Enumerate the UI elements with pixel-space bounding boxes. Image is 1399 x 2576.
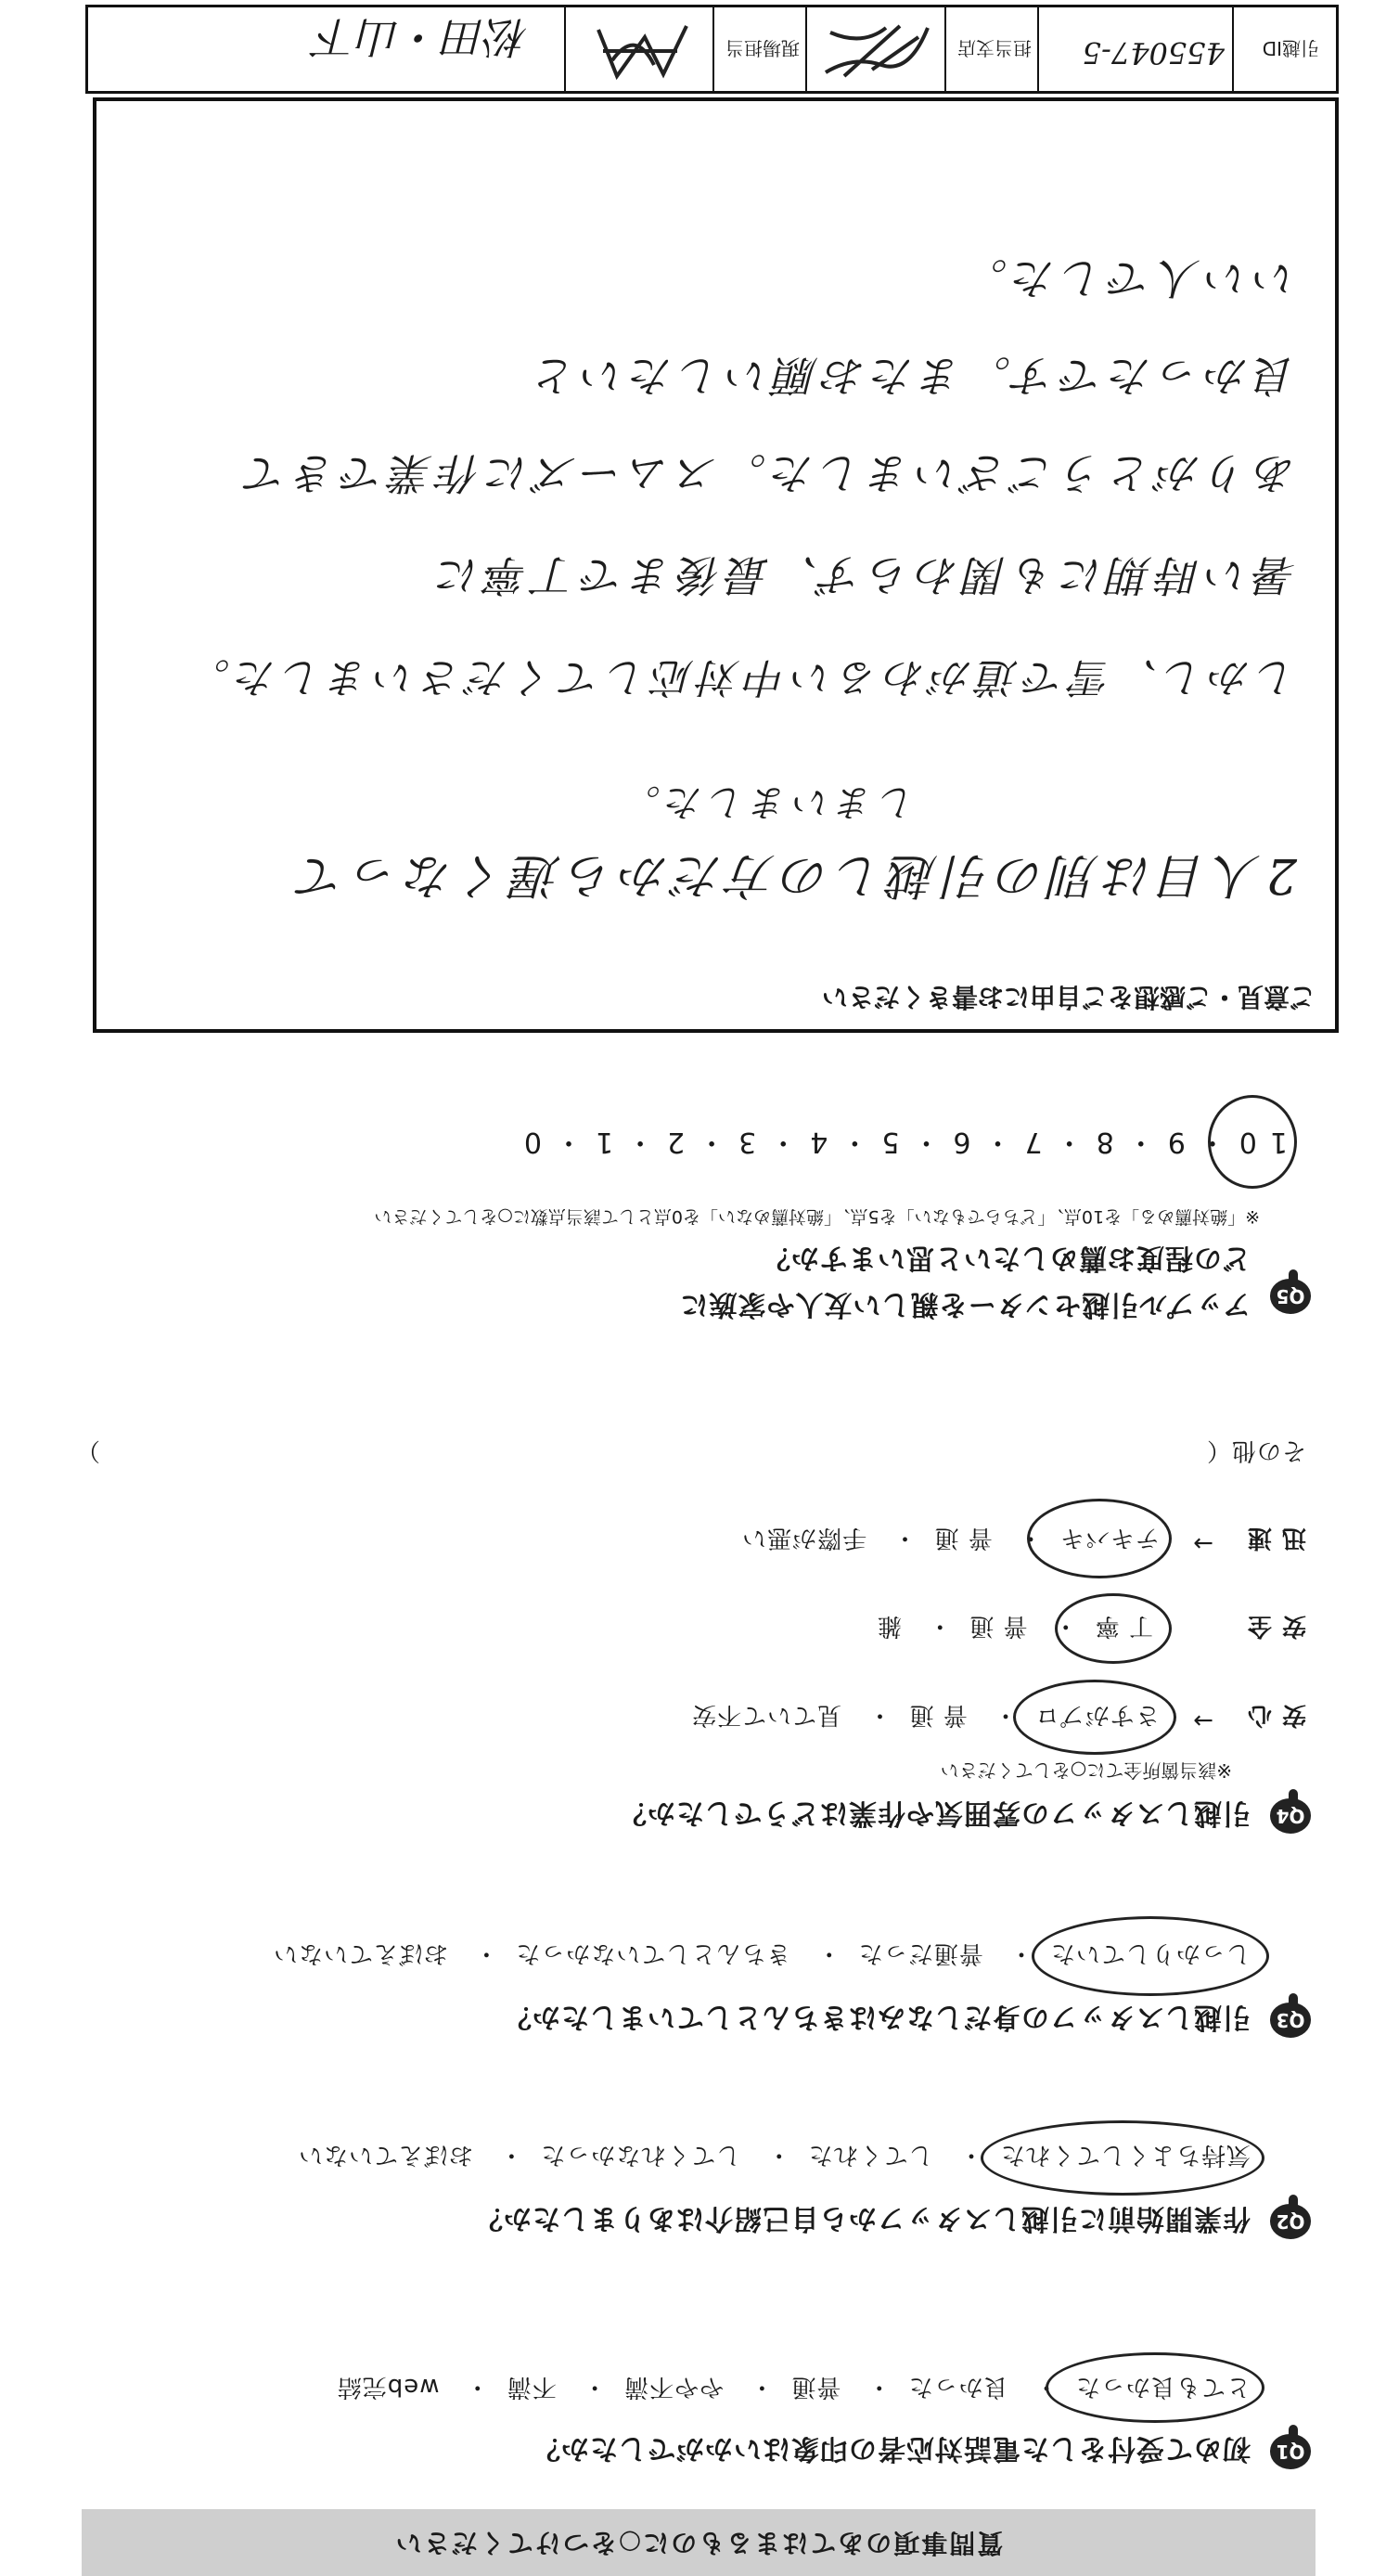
id-box	[85, 5, 1339, 94]
q4-anshin-selected-circle	[1013, 1680, 1176, 1755]
q4-option[interactable]: 普 通	[933, 1524, 993, 1552]
q4-option[interactable]: 手際が悪い	[741, 1524, 867, 1552]
q4-anzen-selected-circle	[1055, 1593, 1172, 1664]
q5-question-line1: アップル引越センターを親しい友人や家族に	[679, 1288, 1251, 1320]
handwritten-line: しまいました。	[618, 780, 917, 823]
q4-option[interactable]: テキパキ	[1059, 1524, 1160, 1552]
q1-question: 初めて受付をした電話対応者の印象はいかがでしたか？	[532, 2432, 1251, 2465]
branch-label: 担当支店	[957, 37, 1032, 59]
id-value-cell	[1037, 7, 1234, 91]
q4-option[interactable]: さすがプロ	[1033, 1701, 1160, 1729]
branch-stamp-cell	[805, 7, 946, 91]
q2-question: 作業開始前に引越しスタッフから自己紹介はありましたか？	[474, 2202, 1251, 2235]
q5-scale: 10・9・8・7・6・5・4・3・2・1・0	[510, 1126, 1288, 1158]
q4-jinsoku-selected-circle	[1027, 1499, 1172, 1578]
q5-score[interactable]: 3	[725, 1126, 757, 1158]
q1-option[interactable]: やや不満	[623, 2373, 725, 2401]
handwritten-line: しかし、雪で道がわるい中対応してくださいました。	[184, 653, 1297, 701]
q4-option[interactable]: 雑	[876, 1612, 902, 1640]
staff-stamp-cell	[564, 7, 714, 91]
handwritten-line: 良かったです。またお願いしたいと	[528, 351, 1297, 401]
q5-score[interactable]: 7	[1011, 1126, 1043, 1158]
q3-option[interactable]: しっかりしていた	[1049, 1939, 1251, 1967]
q4-other-label: その他（	[1205, 1436, 1306, 1464]
q2-option[interactable]: おぼえていない	[298, 2141, 474, 2169]
q5-score[interactable]: 6	[940, 1126, 971, 1158]
q2-option[interactable]: してくれなかった	[540, 2141, 741, 2169]
q5-score[interactable]: 4	[797, 1126, 828, 1158]
branch-stamp-icon	[816, 17, 937, 84]
q4-option[interactable]: 普 通	[908, 1701, 968, 1729]
q5-score[interactable]: 9	[1154, 1126, 1186, 1158]
q4-option[interactable]: 見ていて不安	[691, 1701, 842, 1729]
q4-note: ※該当箇所全てに○をしてください	[940, 1759, 1232, 1782]
q5-score[interactable]: 1	[582, 1126, 614, 1158]
q3-question: 引越しスタッフの身だしなみはきちんとしていましたか？	[503, 2001, 1251, 2033]
q5-note: ※「絶対薦める」を10点、「どちらでもない」を5点、「絶対薦めない」を0点として該当点数に○をしてください	[374, 1206, 1260, 1227]
q4-question: 引越しスタッフの雰囲気や作業はどうでしたか？	[618, 1797, 1251, 1829]
q1-selected-circle	[1046, 2352, 1264, 2423]
q4-option[interactable]: 普 通	[969, 1612, 1028, 1640]
q2-option[interactable]: 気持ちよくしてくれた	[999, 2141, 1251, 2169]
q2-selected-circle	[981, 2120, 1264, 2196]
q3-options: しっかりしていた・ 普通だった・ きちんとしていなかった・ おぼえていない	[273, 1939, 1251, 1967]
id-label: 引越ID	[1262, 37, 1319, 59]
q5-score[interactable]: 10	[1226, 1126, 1288, 1158]
handwritten-signature: 松田・山下	[315, 12, 529, 62]
id-label-cell	[1232, 7, 1336, 91]
q1-option[interactable]: 不満	[506, 2373, 557, 2401]
q1-badge-icon: Q1	[1270, 2434, 1311, 2469]
q3-option[interactable]: 普通だった	[857, 1939, 983, 1967]
branch-label-cell	[944, 7, 1039, 91]
q5-score[interactable]: 0	[510, 1126, 542, 1158]
q5-selected-circle	[1208, 1095, 1297, 1189]
q1-options: とても良かった・ 良かった・ 普通・ やや不満・ 不満・ web完結	[336, 2373, 1251, 2401]
q2-option[interactable]: してくれた	[807, 2141, 933, 2169]
q3-badge-icon: Q3	[1270, 2003, 1311, 2038]
q1-option[interactable]: 良かった	[907, 2373, 1008, 2401]
handwritten-line: いい人でした。	[959, 253, 1297, 303]
q4-row-options-anshin: さすがプロ・ 普 通・ 見ていて不安	[691, 1701, 1160, 1729]
q4-badge-icon: Q4	[1270, 1798, 1311, 1834]
q2-badge-icon: Q2	[1270, 2204, 1311, 2239]
q2-options: 気持ちよくしてくれた・ してくれた・ してくれなかった・ おぼえていない	[298, 2141, 1251, 2169]
staff-stamp-icon	[580, 17, 700, 84]
q5-score[interactable]: 5	[868, 1126, 900, 1158]
q4-other-close: ）	[74, 1436, 100, 1464]
q3-option[interactable]: おぼえていない	[273, 1939, 449, 1967]
q4-row-label-jinsoku: 迅 速	[1246, 1524, 1306, 1552]
q4-row-label-anzen: 安 全	[1246, 1612, 1306, 1640]
q5-score[interactable]: 8	[1083, 1126, 1114, 1158]
handwritten-line: 2人目は別の引越しの方だから遅くなって	[291, 847, 1297, 903]
q4-row-arrow: →	[1192, 1529, 1213, 1557]
q3-selected-circle	[1032, 1916, 1269, 1996]
handwritten-line: ありがとうございました。スムーズに作業できて	[239, 448, 1297, 498]
q5-score[interactable]: 2	[654, 1126, 686, 1158]
q4-row-label-anshin: 安 心	[1246, 1701, 1306, 1729]
q4-row-options-anzen: 丁 寧・ 普 通・ 雑	[876, 1612, 1153, 1640]
comment-box-title: ご意見・ご感想をご自由にお書きください	[821, 982, 1316, 1012]
q4-row-options-jinsoku: テキパキ・ 普 通・ 手際が悪い	[741, 1524, 1160, 1552]
q3-option[interactable]: きちんとしていなかった	[515, 1939, 791, 1967]
handwritten-line: 暑い時期にも関わらず、最後まで丁寧に	[431, 550, 1297, 600]
q5-question-line2: どの程度お薦めしたいと思いますか？	[762, 1242, 1251, 1274]
id-value: 455047-5	[1082, 35, 1225, 71]
q1-option[interactable]: とても良かった	[1074, 2373, 1251, 2401]
instruction-band: 質問事項のあてはまるものに○をつけてください	[82, 2509, 1316, 2576]
q4-row-arrow: →	[1192, 1707, 1213, 1734]
q5-badge-icon: Q5	[1270, 1279, 1311, 1314]
staff-label: 現場担当	[725, 37, 800, 59]
q1-option[interactable]: web完結	[336, 2373, 440, 2401]
q1-option[interactable]: 普通	[790, 2373, 841, 2401]
signature-cell	[88, 7, 566, 91]
q4-option[interactable]: 丁 寧	[1094, 1612, 1153, 1640]
staff-label-cell	[712, 7, 807, 91]
